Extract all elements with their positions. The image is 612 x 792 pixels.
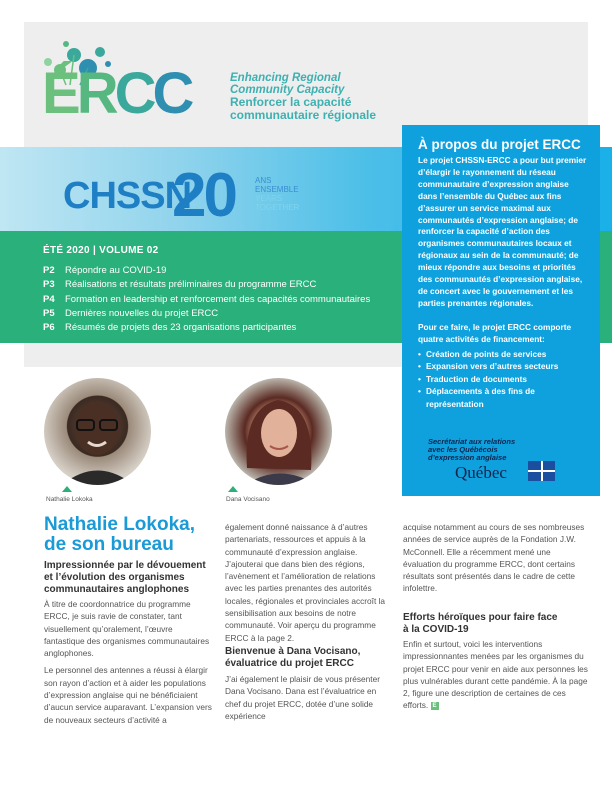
article-subhead bbox=[44, 560, 214, 596]
paragraph: également donné naissance à d’autres partenariats, ressources et appuis à la communauté d’expression anglaise. J’ajouterai que dans bien des régions, l’avènement et l’amélioration de relations avec les parties prenantes des autorités locales, régionales et provinciales accroît la sensibilisation aux besoins de notre communauté. Voir aperçu du programme ERCC à la page 2. bbox=[225, 522, 386, 643]
paragraph: À titre de coordonnatrice du programme ERCC, je suis ravie de constater, tant visuellement qu’oralement, l’œuvre fantastique des organismes communautaires anglophones. bbox=[44, 599, 210, 659]
photo-nathalie-lokoka bbox=[44, 378, 151, 485]
subhead-line: communautaires anglophones bbox=[44, 584, 190, 595]
tagline-en-line: Enhancing Regional bbox=[230, 72, 341, 84]
chssn-anniversary-number: 20 bbox=[172, 161, 235, 230]
headline-line: Nathalie Lokoka, bbox=[44, 514, 195, 535]
paragraph: Le personnel des antennes a réussi à élargir son rayon d’action et à aider les populations d’expression anglaise qui ne bénéficiaient d’aucun service auparavant. L’expansion vers de nouveaux secteurs d’activité a bbox=[44, 665, 212, 725]
list-item: • Traduction de documents bbox=[418, 373, 590, 386]
toc-item[interactable] bbox=[43, 322, 370, 336]
years-line: ANS bbox=[255, 176, 272, 185]
toc-title: Formation en leadership et renforcement des capacités communautaires bbox=[65, 293, 371, 305]
funding-activities-list bbox=[418, 348, 590, 411]
toc-page: P5 bbox=[43, 307, 55, 319]
secretariat-line: avec les Québécois bbox=[428, 445, 498, 454]
toc-title: Résumés de projets des 23 organisations participantes bbox=[65, 322, 297, 334]
toc-page: P4 bbox=[43, 293, 55, 305]
tagline-fr-line: communautaire régionale bbox=[230, 107, 377, 122]
photo-caption: Dana Vocisano bbox=[226, 496, 270, 503]
portrait-icon bbox=[225, 378, 332, 485]
years-line: TOGETHER bbox=[255, 203, 300, 212]
secretariat-line: d’expression anglaise bbox=[428, 453, 507, 462]
end-of-article-icon: E bbox=[432, 703, 437, 710]
toc-title: Réalisations et résultats préliminaires du programme ERCC bbox=[65, 279, 317, 291]
article-headline bbox=[44, 515, 195, 555]
list-item: • Création de points de services bbox=[418, 348, 590, 361]
secretariat-line: Secrétariat aux relations bbox=[428, 437, 516, 446]
list-item: • Expansion vers d’autres secteurs bbox=[418, 360, 590, 373]
issue-label: ÉTÉ 2020 | VOLUME 02 bbox=[43, 245, 159, 256]
paragraph: Enfin et surtout, voici les interventions impressionnantes menées par les organismes du projet ERCC pour venir en aide aux personnes les plus vulnérables durant cette pandémie. À la page 2, figure une description de certaines de ces efforts. bbox=[403, 639, 588, 711]
subhead-line: Impressionnée par le dévouement bbox=[44, 560, 206, 571]
subhead-line: et l’évolution des organismes bbox=[44, 572, 185, 583]
paragraph: acquise notamment au cours de ses nombreuses années de service auprès de la Fondation J.W. McConnell. Elle a récemment mené une évaluation du programme ERCC, dont certains résultats sont présentés dans le cadre de cette infolettre. bbox=[403, 522, 585, 594]
sidebar-paragraph: Le projet CHSSN-ERCC a pour but premier d’élargir le rayonnement du réseau communautaire d’expression anglaise dans l’ensemble du Québec aux fins d’assurer un service maximal aux communautés d’expression anglaise; de renforcer la capacité d’action des organismes communautaires locaux et régionaux au sein de la communauté; de mieux répondre aux besoins et priorités des communautés d’expression anglaise, de concert avec le gouvernement et les parties prenantes régionales. bbox=[418, 155, 587, 308]
caption-marker-icon bbox=[62, 486, 72, 492]
article-column-2b bbox=[225, 673, 393, 722]
tagline-en-line: Community Capacity bbox=[230, 84, 345, 96]
section-subhead bbox=[225, 646, 393, 670]
quebec-government-logo bbox=[428, 437, 588, 482]
photo-dana-vocisano bbox=[225, 378, 332, 485]
article-column-3 bbox=[403, 521, 588, 595]
sidebar-title: À propos du projet ERCC bbox=[418, 137, 581, 152]
toc-page: P2 bbox=[43, 265, 55, 276]
paragraph: J’ai également le plaisir de vous présenter Dana Vocisano. Dana est l’évaluatrice en chef du projet ERCC, dotée d’une solide expérience bbox=[225, 674, 380, 721]
chssn-logo-text: CHSSN bbox=[63, 175, 192, 217]
headline-line: de son bureau bbox=[44, 534, 174, 555]
table-of-contents bbox=[43, 265, 370, 336]
toc-item[interactable] bbox=[43, 308, 370, 322]
years-together bbox=[255, 176, 299, 212]
logo-wordmark: ÉRCC bbox=[42, 61, 191, 126]
toc-page: P6 bbox=[43, 322, 55, 334]
subhead-line: Efforts héroïques pour faire face bbox=[403, 612, 558, 623]
toc-title: Répondre au COVID-19 bbox=[65, 265, 167, 276]
toc-item[interactable] bbox=[43, 279, 370, 293]
toc-title: Dernières nouvelles du projet ERCC bbox=[65, 307, 219, 319]
years-line: ENSEMBLE bbox=[255, 185, 299, 194]
quebec-flag-icon bbox=[528, 461, 555, 481]
article-column-3b bbox=[403, 638, 588, 712]
subhead-line: Bienvenue à Dana Vocisano, bbox=[225, 646, 361, 657]
section-subhead bbox=[403, 612, 588, 636]
subhead-line: à la COVID-19 bbox=[403, 624, 469, 635]
toc-item[interactable] bbox=[43, 294, 370, 308]
tagline bbox=[230, 72, 376, 121]
years-line: YEARS bbox=[255, 194, 283, 203]
caption-marker-icon bbox=[228, 486, 238, 492]
ercc-logo bbox=[40, 40, 240, 130]
toc-page: P3 bbox=[43, 279, 55, 291]
list-item: • Déplacements à des fins de représentation bbox=[418, 385, 590, 410]
portrait-icon bbox=[44, 378, 151, 485]
article-column-2 bbox=[225, 521, 393, 644]
article-column-1 bbox=[44, 598, 214, 726]
subhead-line: évaluatrice du projet ERCC bbox=[225, 658, 354, 669]
toc-item[interactable] bbox=[43, 265, 370, 279]
tagline-fr-line: Renforcer la capacité bbox=[230, 95, 352, 109]
photo-caption: Nathalie Lokoka bbox=[46, 496, 93, 503]
sidebar-paragraph: Pour ce faire, le projet ERCC comporte quatre activités de financement: bbox=[418, 321, 572, 344]
quebec-wordmark: Québec bbox=[455, 463, 507, 482]
